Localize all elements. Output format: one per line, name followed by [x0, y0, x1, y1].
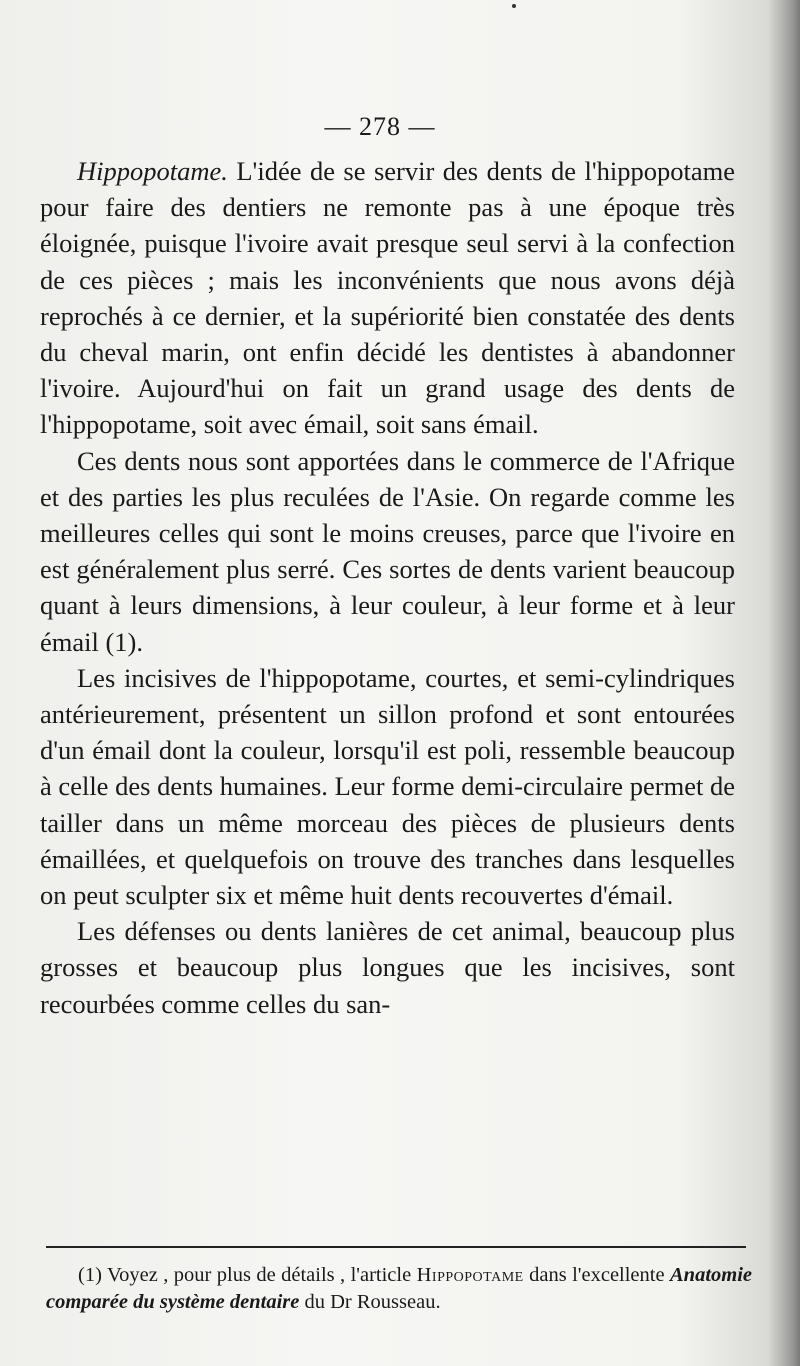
paragraph-lead-word: Hippopotame. — [77, 156, 228, 186]
page-number: — 278 — — [324, 112, 436, 141]
paragraph-text: L'idée de se servir des dents de l'hippopotame pour faire des dentiers ne remonte pas à une époque très éloignée, puisque l'ivoire avait presque seul servi à la confection de ces pièces ; mais les inconvénients que nous avons déjà reprochés à ce dernier, et la supériorité bien constatée des dents du cheval marin, ont enfin décidé les dentistes à abandonner l'ivoire. Aujourd'hui on fait un grand usage des dents de l'hippopotame, soit avec émail, soit sans émail. — [40, 156, 735, 440]
footnote-text-after: du Dr Rousseau. — [299, 1291, 441, 1313]
footnote-article-name: Hippopotame — [416, 1264, 524, 1286]
paragraph-incisives: Les incisives de l'hippopotame, courtes, et semi-cylindriques antérieurement, présentent un sillon profond et sont entourées d'un émail dont la couleur, lorsqu'il est poli, ressemble beaucoup à celle des dents humaines. Leur forme demi-circulaire permet de tailler dans un même morceau des pièces de plusieurs dents émaillées, et quelquefois on trouve des tranches dans lesquelles on peut sculpter six et même huit dents recouvertes d'émail. — [40, 662, 735, 911]
footnote-text-middle: dans l'excellente — [523, 1264, 670, 1286]
footnote-divider — [46, 1246, 746, 1248]
main-text — [40, 153, 735, 1022]
paragraph-defenses: Les défenses ou dents lanières de cet animal, beaucoup plus grosses et beaucoup plus longues que les incisives, sont recourbées comme celles du san- — [40, 916, 735, 1019]
footnote-text-before: Voyez , pour plus de détails , l'article — [101, 1264, 417, 1286]
footnote-marker: (1) — [78, 1264, 102, 1286]
footnote-text — [46, 1262, 752, 1316]
paragraph-hippopotame — [40, 153, 735, 443]
paragraph-commerce: Ces dents nous sont apportées dans le commerce de l'Afrique et des parties les plus reculées de l'Asie. On regarde comme les meilleures celles qui sont le moins creuses, parce que l'ivoire en est généralement plus serré. Ces sortes de dents varient beaucoup quant à leurs dimensions, à leur couleur, à leur forme et à leur émail (1). — [40, 445, 735, 657]
footnote — [46, 1262, 752, 1316]
ink-speck — [512, 4, 516, 8]
footnote-work-title: Anatomie comparée du système dentaire — [46, 1264, 753, 1313]
